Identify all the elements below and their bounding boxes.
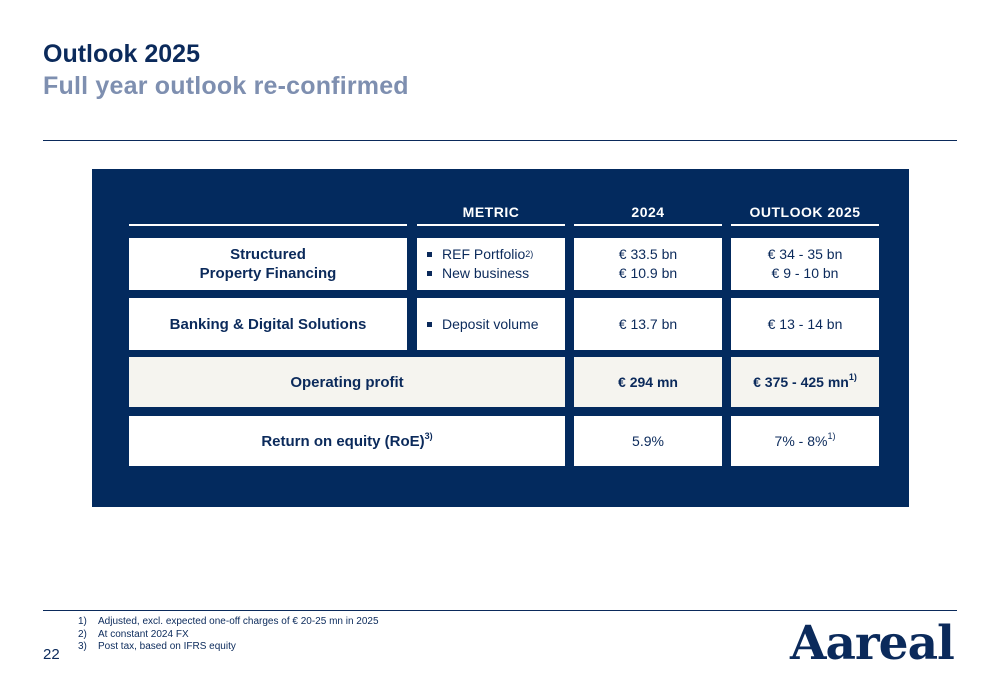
segment-structured-property-financing xyxy=(129,238,407,290)
value-ref-portfolio-outlook: € 34 - 35 bn xyxy=(767,246,843,262)
value-new-business-outlook: € 9 - 10 bn xyxy=(771,265,839,281)
value-outlook-spf xyxy=(731,238,879,290)
footnotes-list xyxy=(78,616,379,654)
bottom-divider xyxy=(43,610,957,611)
header-metric: METRIC xyxy=(462,204,520,220)
operating-profit-value-2024: € 294 mn xyxy=(618,373,678,390)
roe-value-2024: 5.9% xyxy=(632,432,664,449)
value-new-business-2024: € 10.9 bn xyxy=(618,265,678,281)
footnote-ref: 1) xyxy=(827,430,836,441)
header-underline-2024 xyxy=(574,224,722,226)
page-title: Outlook 2025 xyxy=(43,40,200,68)
bullet-square-icon xyxy=(427,271,432,276)
metric-label: Deposit volume xyxy=(442,315,539,332)
value-2024-spf xyxy=(574,238,722,290)
value-deposit-volume-outlook: € 13 - 14 bn xyxy=(767,315,843,332)
metric-item-new-business xyxy=(427,264,529,283)
aareal-logo: Aareal xyxy=(790,616,954,671)
metric-cell-spf xyxy=(417,238,565,290)
roe-label-cell xyxy=(129,416,565,466)
value-deposit-volume-2024: € 13.7 bn xyxy=(618,315,678,332)
footnote-ref: 3) xyxy=(424,430,433,441)
operating-profit-outlook xyxy=(731,357,879,407)
segment-label: Banking & Digital Solutions xyxy=(169,315,367,333)
value-2024-bds xyxy=(574,298,722,350)
operating-profit-value-outlook: € 375 - 425 mn xyxy=(753,373,849,390)
roe-label: Return on equity (RoE) xyxy=(261,432,425,450)
roe-2024 xyxy=(574,416,722,466)
footnote-item: 1) Adjusted, excl. expected one-off charges of € 20-25 mn in 2025 xyxy=(78,616,379,627)
footnote-ref: 1) xyxy=(848,371,857,382)
header-underline-segment xyxy=(129,224,407,226)
segment-label-line1: Structured xyxy=(230,246,306,263)
header-underline-outlook xyxy=(731,224,879,226)
footnote-item: 2) At constant 2024 FX xyxy=(78,628,189,640)
page-number: 22 xyxy=(43,646,60,663)
page-subtitle: Full year outlook re-confirmed xyxy=(43,72,409,100)
metric-item-ref-portfolio: REF Portfolio $^{2)}$ xyxy=(427,245,533,264)
metric-cell-bds xyxy=(417,298,565,350)
metric-label: New business xyxy=(442,265,530,281)
bullet-square-icon xyxy=(427,252,432,257)
operating-profit-label: Operating profit xyxy=(290,373,404,391)
footnote-item: 3) Post tax, based on IFRS equity xyxy=(78,641,236,652)
roe-value-outlook: 7% - 8% xyxy=(774,432,828,449)
metric-label: REF Portfolio xyxy=(442,246,526,262)
top-divider xyxy=(43,140,957,141)
segment-label-line2: Property Financing xyxy=(199,265,337,282)
header-outlook-2025: OUTLOOK 2025 xyxy=(749,204,861,220)
header-2024: 2024 xyxy=(631,204,665,220)
operating-profit-2024 xyxy=(574,357,722,407)
value-ref-portfolio-2024: € 33.5 bn xyxy=(618,246,678,262)
roe-outlook xyxy=(731,416,879,466)
header-underline-metric xyxy=(417,224,565,226)
segment-banking-digital-solutions xyxy=(129,298,407,350)
value-outlook-bds xyxy=(731,298,879,350)
metric-item-deposit-volume xyxy=(427,315,539,334)
operating-profit-label-cell xyxy=(129,357,565,407)
bullet-square-icon xyxy=(427,322,432,327)
